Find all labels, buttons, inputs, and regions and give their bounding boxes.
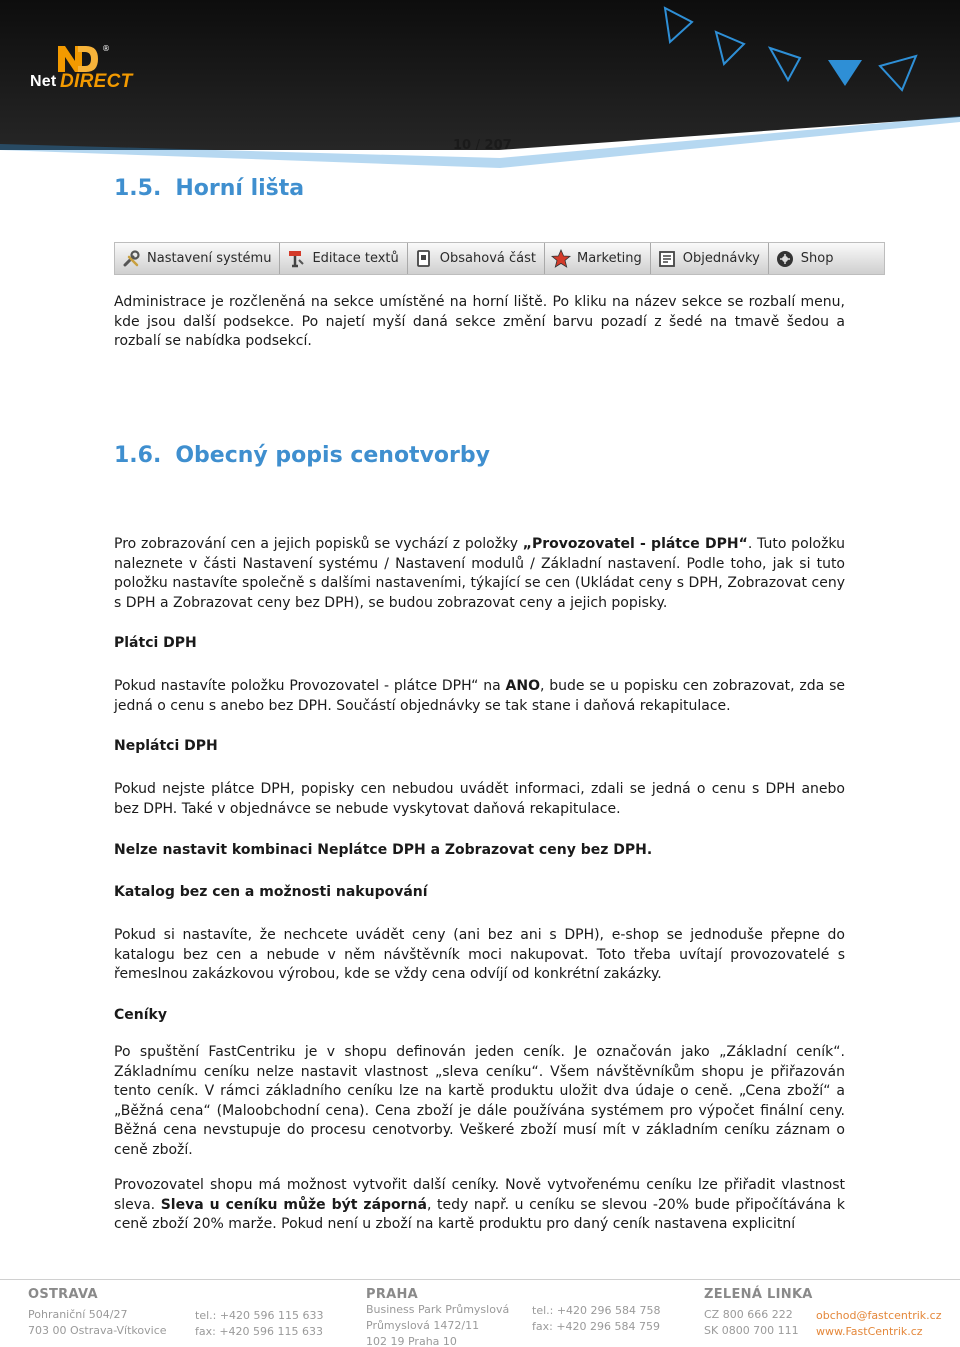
menu-item-shop[interactable] [769, 243, 842, 274]
section-title: Horní lišta [175, 176, 305, 201]
footer-tel: tel.: +420 596 115 633 [195, 1309, 324, 1322]
footer-praha-contacts [532, 1303, 661, 1335]
text-run: Provozovatel shopu má možnost vytvořit další ceníky. Nově vytvořenému ceníku lze přiřadit vlastnost sleva. [114, 1177, 845, 1213]
footer-city: ZELENÁ LINKA [704, 1287, 813, 1302]
footer-tel: tel.: +420 296 584 758 [532, 1304, 661, 1317]
paragraph-pricing-intro [114, 535, 845, 613]
admin-top-menu-bar [114, 242, 885, 275]
menu-label: Shop [800, 251, 834, 266]
menu-label: Marketing [576, 251, 642, 266]
subheading-platci-dph: Plátci DPH [114, 635, 197, 651]
footer-email-link[interactable]: obchod@fastcentrik.cz [816, 1309, 942, 1322]
section-number: 1.5. [114, 176, 162, 201]
menu-label: Nastavení systému [147, 251, 272, 266]
text-run: , tedy např. u ceníku se slevou -20% bude připočítávána k ceně zboží 20% marže. Pokud není u zboží na kartě produktu pro daný ceník nastavena explicitní [114, 1196, 846, 1232]
footer-address: 703 00 Ostrava-Vítkovice [28, 1324, 167, 1337]
content-icon [414, 249, 434, 269]
footer-fax: fax: +420 596 115 633 [195, 1325, 324, 1338]
footer-city: PRAHA [366, 1287, 419, 1302]
logo-text-net: Net [30, 73, 57, 90]
footer-web-link[interactable]: www.FastCentrik.cz [816, 1325, 923, 1338]
registered-mark: ® [102, 44, 110, 53]
footer-address: Průmyslová 1472/11 [366, 1319, 480, 1332]
text-run: . Tuto položku naleznete v části Nastavení systému / Nastavení modulů / Základní nastavení. Podle toho, jak si tuto položku nastavíte společně s dalšími nastaveními, týkající se cen (Ukládat ceny s DPH, Zobrazovat ceny s DPH a Zobrazovat ceny bez DPH), se budou zobrazovat ceny a jejich popisky. [114, 536, 845, 611]
footer-phone-sk: SK 0800 700 111 [704, 1324, 799, 1337]
footer-ostrava-contacts [195, 1308, 324, 1340]
paragraph-provozovatel [114, 1176, 845, 1235]
section-number: 1.6. [114, 443, 162, 468]
warning-combination: Nelze nastavit kombinaci Neplátce DPH a Zobrazovat ceny bez DPH. [114, 842, 653, 858]
netdirect-logo [30, 42, 140, 102]
page-total: 207 [484, 138, 512, 153]
bold-run: Sleva u ceníku může být záporná [160, 1196, 427, 1213]
bold-run: ANO [505, 678, 540, 694]
nd-logo-mark [56, 42, 100, 74]
paragraph-neplatci-dph: Pokud nejste plátce DPH, popisky cen nebudou uvádět informaci, zdali se jedná o cenu s DPH anebo bez DPH. Také v objednávce se nebude vyskytovat daňová rekapitulace. [114, 781, 845, 817]
decorative-triangles [640, 0, 960, 110]
menu-item-nastaveni-systemu[interactable] [115, 243, 280, 274]
text-run: Pro zobrazování cen a jejich popisků se vychází z položky [114, 536, 523, 552]
menu-label: Obsahová část [439, 251, 536, 266]
subheading-katalog: Katalog bez cen a možnosti nakupování [114, 884, 428, 900]
page-number [453, 138, 512, 153]
section-title: Obecný popis cenotvorby [175, 443, 490, 468]
footer-zelena-linka [704, 1287, 813, 1339]
menu-item-marketing[interactable] [545, 243, 651, 274]
section-heading-1-6 [114, 443, 490, 468]
star-icon [551, 249, 571, 269]
footer-address: Business Park Průmyslová [366, 1303, 510, 1316]
logo-text-direct: DIRECT [60, 71, 133, 92]
footer-ostrava [28, 1287, 167, 1339]
paragraph-ceniky: Po spuštění FastCentriku je v shopu definován jeden ceník. Je označován jako „Základní ceník“. Základnímu ceníku nelze nastavit vlastnost „sleva ceníku“. Všem návštěvníkům shopu je přiřazován tento ceník. V rámci základního ceníku lze na kartě produktu uložit dva údaje o ceně. „Cena zboží“ a „Běžná cena“ (Maloobchodní cena). Cena zboží je dále používána systémem pro výpočet finální ceny. Běžná cena nevstupuje do procesu cenotvorby. Veškeré zboží musí mít v základním ceníku záznam o ceně zboží. [114, 1044, 845, 1158]
footer-praha [366, 1287, 509, 1347]
subheading-ceniky: Ceníky [114, 1007, 167, 1023]
footer-fax: fax: +420 296 584 759 [532, 1320, 661, 1333]
bold-run: „Provozovatel - plátce DPH“ [522, 536, 748, 552]
paragraph-platci-dph [114, 677, 845, 716]
text-run: Pokud nastavíte položku Provozovatel - plátce DPH“ na [114, 678, 506, 694]
menu-item-editace-textu[interactable] [280, 243, 407, 274]
footer-city: OSTRAVA [28, 1287, 98, 1302]
page-current: 10 [453, 138, 472, 153]
shop-icon [775, 249, 795, 269]
footer-address: Pohraniční 504/27 [28, 1308, 128, 1321]
section-heading-1-5 [114, 176, 304, 201]
subheading-neplatci-dph: Neplátci DPH [114, 738, 218, 754]
text-run: , bude se u popisku cen zobrazovat, zda se jedná o cenu s anebo bez DPH. Součástí objednávky se tak stane i daňová rekapitulace. [114, 678, 845, 714]
paragraph-katalog: Pokud si nastavíte, že nechcete uvádět ceny (ani bez ani s DPH), e-shop se jednoduše přepne do katalogu bez cen a nebude v něm návštěvník moci nakupovat. Toto třeba uvítají provozovatelé s řemeslnou zakázkovou výrobou, kde se vždy cena odvíjí od konkrétní zakázky. [114, 927, 845, 982]
menu-item-objednavky[interactable] [651, 243, 769, 274]
footer-address: 102 19 Praha 10 [366, 1335, 457, 1347]
text-edit-icon [286, 249, 306, 269]
menu-item-obsahova-cast[interactable] [408, 243, 545, 274]
menu-label: Objednávky [682, 251, 760, 266]
footer-divider [0, 1279, 960, 1280]
footer-phone-cz: CZ 800 666 222 [704, 1308, 793, 1321]
tools-icon [121, 249, 141, 269]
orders-icon [657, 249, 677, 269]
menu-label: Editace textů [312, 251, 399, 266]
page-separator: / [475, 138, 481, 153]
footer-web-contacts [816, 1308, 941, 1340]
paragraph-top-bar-description: Administrace je rozčleněná na sekce umístěné na horní liště. Po kliku na název sekce se rozbalí menu, kde jsou další podsekce. Po najetí myší daná sekce změní barvu pozadí z šedé na tmavě šedou a rozbalí se nabídka podsekcí. [114, 294, 845, 349]
